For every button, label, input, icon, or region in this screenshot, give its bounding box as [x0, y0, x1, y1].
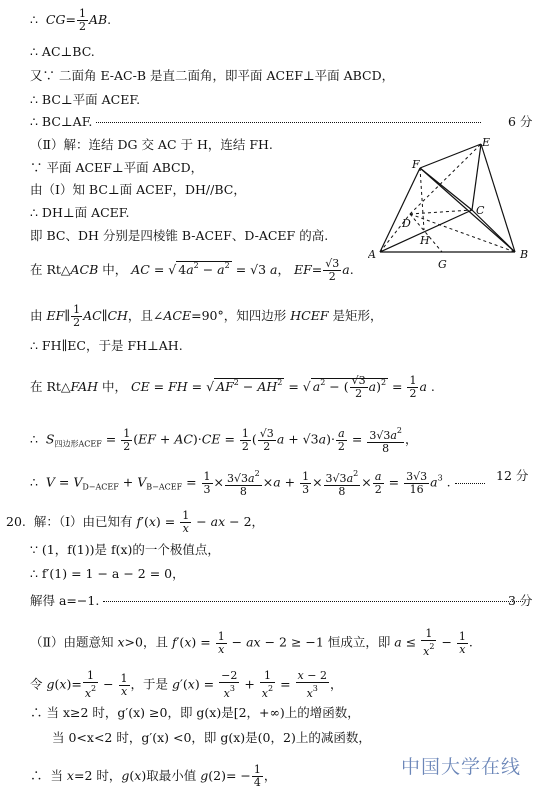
score-12: 12 分: [496, 468, 529, 483]
line-8: 由（Ⅰ）知 BC⊥面 ACEF，DH//BC，: [30, 182, 246, 197]
line-22: 令 g(x)= $\frac{1}{x^2}$ − $\frac{1}{x}$ ，于是 g′(x) = $\frac{-2}{x^3}$ + $\frac{1}{x^2}$ = $\frac{x - 2}{x^3}$ ，: [30, 669, 343, 700]
line-1: ∴ CG= $\frac{1}{2}$ AB.: [30, 7, 112, 33]
label-B: B: [520, 248, 529, 261]
score-6: 6 分: [508, 114, 533, 129]
line-15: ∴ $S_{四边形ACEF}$ = $\frac{1}{2}$ (EF + AC)·CE = $\frac{1}{2}$ ( $\frac{√3}{2}$ a + √3a)· $\frac{a}{2}$ = $\frac{3√3a^2}{8}$ ，: [30, 426, 418, 455]
label-C: C: [476, 204, 485, 217]
label-H: H: [420, 234, 430, 247]
line-10: 即 BC、DH 分别是四棱锥 B-ACEF、D-ACEF 的高.: [30, 228, 329, 243]
dot-leader-12: [455, 483, 485, 484]
line-24: 当 0<x<2 时，g′(x) <0，即 g(x)是(0，2)上的减函数，: [52, 730, 371, 745]
line-20-text: 解得 a=−1.: [30, 593, 100, 608]
line-2: ∴ AC⊥BC.: [30, 44, 95, 59]
line-7: ∵ 平面 ACEF⊥平面 ABCD，: [30, 160, 204, 175]
label-G: G: [438, 258, 447, 271]
line-5-text: ∴ BC⊥AF.: [30, 114, 93, 129]
line-21: （Ⅱ）由题意知 x>0，且 f′(x) = $\frac{1}{x}$ − ax − 2 ≥ −1 恒成立，即 a ≤ $\frac{1}{x^2}$ − $\frac{1}{x}$ .: [30, 627, 473, 658]
label-F: F: [412, 158, 420, 171]
line-9: ∴ DH⊥面 ACEF.: [30, 205, 130, 220]
line-4: ∴ BC⊥平面 ACEF.: [30, 92, 141, 107]
label-E: E: [482, 136, 491, 149]
line-13: ∴ FH∥EC，于是 FH⊥AH.: [30, 338, 183, 353]
label-A: A: [368, 248, 376, 261]
score-3: 3 分: [508, 593, 533, 608]
line-5: [30, 114, 485, 130]
line-18: ∵ (1，f(1))是 f(x)的一个极值点，: [30, 542, 220, 557]
pyramid-figure: [368, 134, 538, 272]
line-20: [30, 593, 527, 609]
line-17: 20. 解：（Ⅰ）由已知有 f′(x) = $\frac{1}{x}$ − ax − 2，: [6, 509, 265, 535]
label-D: D: [402, 217, 411, 230]
line-12: 由 EF∥ $\frac{1}{2}$ AC∥CH，且∠ACE=90°，知四边形 HCEF 是矩形，: [30, 303, 383, 329]
line-23: ∴ 当 x≥2 时，g′(x) ≥0，即 g(x)是[2，+∞)上的增函数，: [30, 705, 360, 720]
dot-leader-3: [103, 601, 523, 602]
line-19: ∴ f′(1) = 1 − a − 2 = 0，: [30, 566, 185, 581]
dot-leader: [96, 122, 481, 123]
line-6: （Ⅱ）解：连结 DG 交 AC 于 H，连结 FH.: [30, 137, 273, 152]
line-14: 在 Rt△FAH 中， CE = FH = √ $AF^2 - AH^2$ = √ $a^2$ − ( $\frac{√3}{2}$ a)$^2$ = $\frac{1}{2}$ a .: [30, 374, 435, 400]
line-16: ∴ $V = V_{D-ACEF} + V_{B-ACEF}$ = $\frac{1}{3}$ × $\frac{3√3a^2}{8}$ ×a + $\frac{1}{3}$ × $\frac{3√3a^2}{8}$ × $\frac{a}{2}$ = $\frac{3√3}{16}$ $a^3$ .: [30, 468, 489, 498]
watermark: 中国大学在线: [401, 756, 522, 778]
line-25: ∴ 当 x=2 时，g(x)取最小值 g(2)= − $\frac{1}{4}$ ，: [30, 763, 277, 789]
line-3: 又∵ 二面角 E-AC-B 是直二面角，即平面 ACEF⊥平面 ABCD，: [30, 68, 395, 83]
line-11: 在 Rt△ACB 中， AC = √ $4a^2 - a^2 = √3$ a， EF= $\frac{√3}{2}$ a.: [30, 257, 354, 283]
